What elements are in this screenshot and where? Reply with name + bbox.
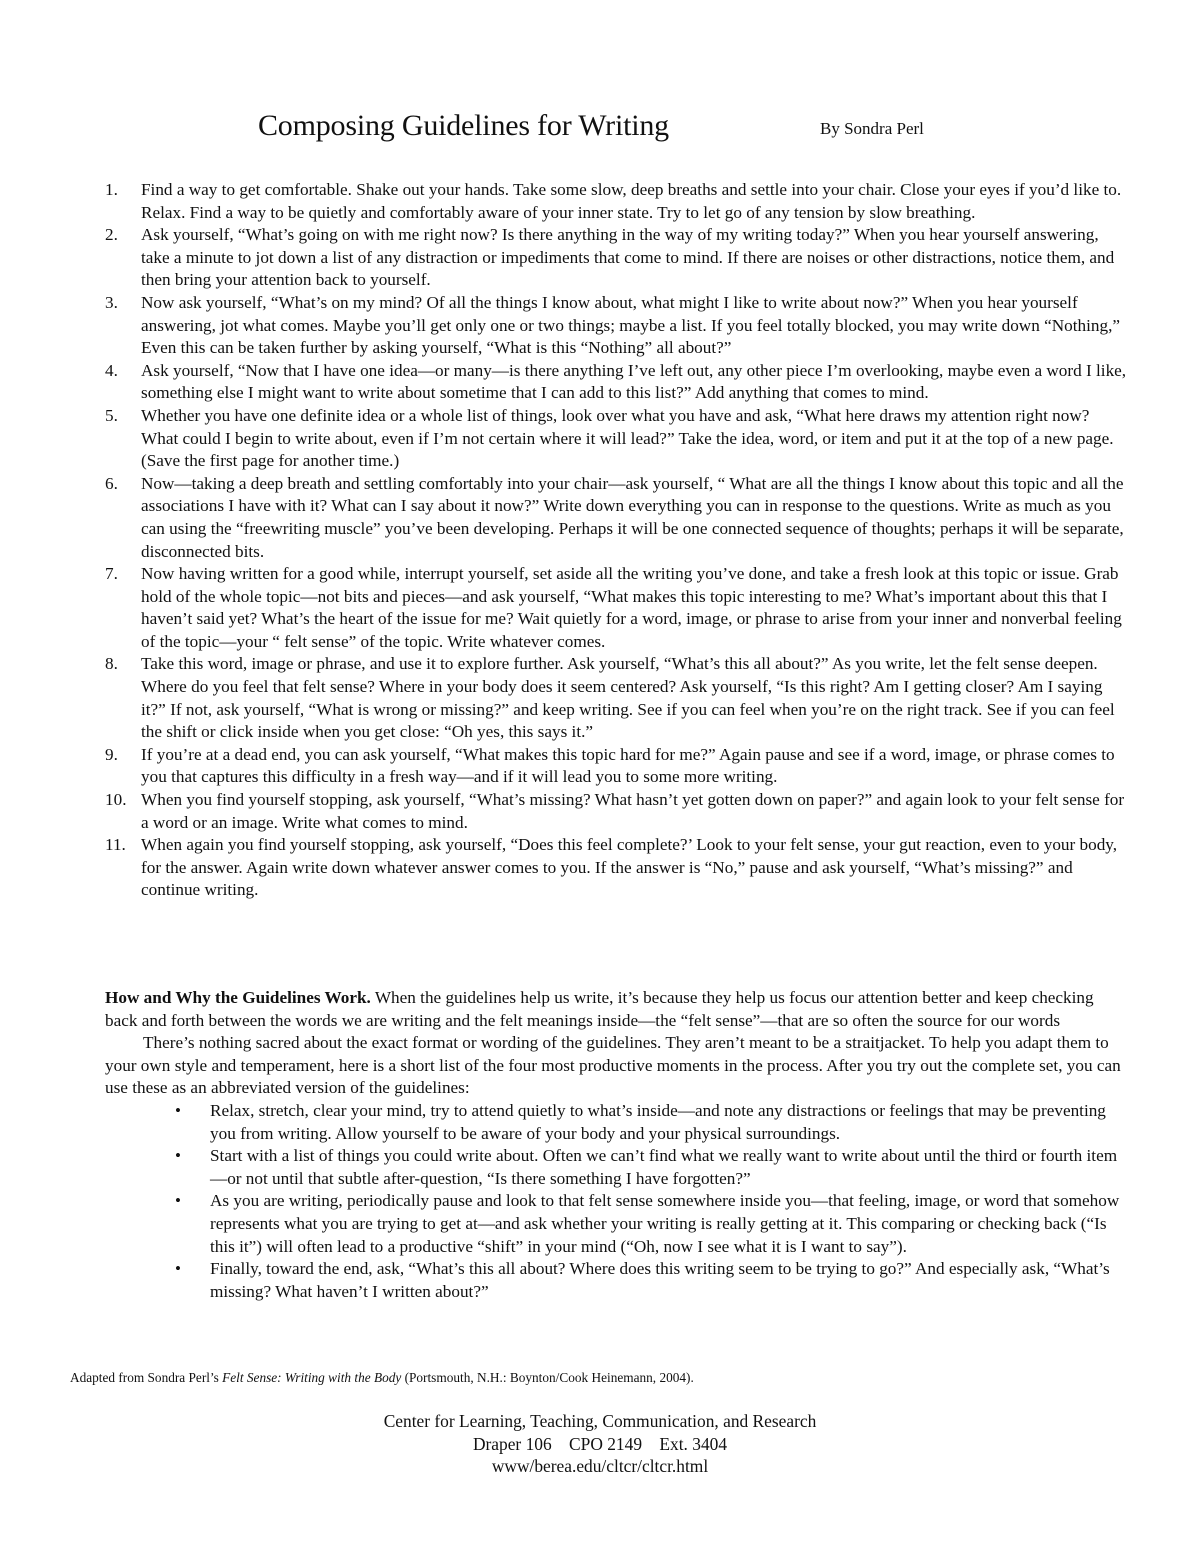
- list-item: [105, 653, 1130, 743]
- bullet-text: Finally, toward the end, ask, “What’s this all about? Where does this writing seem to be trying to go?” And especially ask, “What’s missing? What haven’t I written about?”: [210, 1259, 1110, 1301]
- item-number: 4.: [105, 360, 118, 380]
- footer-center-name: Center for Learning, Teaching, Communication, and Research: [383, 1411, 817, 1431]
- list-item: [105, 360, 1130, 405]
- bullet-text: As you are writing, periodically pause and look to that felt sense somewhere inside you—that feeling, image, or word that somehow represents what you are trying to get at—and ask whether your writing is really getting at it. This comparing or checking back (“Is this it”) will often lead to a productive “shift” in your mind (“Oh, now I see what it is I want to say”).: [210, 1191, 1120, 1256]
- item-number: 7.: [105, 564, 118, 584]
- item-text: Ask yourself, “Now that I have one idea—or many—is there anything I’ve left out, any other piece I’m overlooking, maybe even a word I like, something else I might want to write about sometime that I can add to this list?” Add anything that comes to mind.: [141, 360, 1127, 403]
- item-text: Now having written for a good while, interrupt yourself, set aside all the writing you’ve done, and take a fresh look at this topic or issue. Grab hold of the whole topic—not bits and pieces—and ask yourself, “What makes this topic interesting to me? What’s important about this that I haven’t said yet? What’s the heart of the issue for me? Wait quietly for a word, image, or phrase to arise from your inner and nonverbal feeling of the topic—your “ felt sense” of the topic. Write whatever comes.: [141, 564, 1122, 651]
- item-text: When you find yourself stopping, ask yourself, “What’s missing? What hasn’t yet gotten down on paper?” and again look to your felt sense for a word or an image. Write what comes to mind.: [141, 790, 1125, 832]
- citation-book-title: Felt Sense: Writing with the Body: [222, 1370, 402, 1385]
- item-text: Ask yourself, “What’s going on with me right now? Is there anything in the way of my writing today?” When you hear yourself answering, take a minute to jot down a list of any distraction or impediments that come to mind. If there are noises or other distractions, notice them, and then bring your attention back to yourself.: [141, 225, 1115, 290]
- item-number: 6.: [105, 473, 118, 493]
- item-number: 8.: [105, 654, 118, 674]
- footer: [0, 1410, 1200, 1478]
- bullet-text: Relax, stretch, clear your mind, try to attend quietly to what’s inside—and note any distractions or feelings that may be preventing you from writing. Allow yourself to be aware of your body and your physical surroundings.: [210, 1100, 1106, 1143]
- list-item: [105, 834, 1130, 902]
- item-text: Now ask yourself, “What’s on my mind? Of all the things I know about, what might I like to write about now?” When you hear yourself answering, jot what comes. Maybe you’ll get only one or two things; maybe a list. If you feel totally blocked, you may write down “Nothing,” Even this can be taken further by asking yourself, “What is this “Nothing” all about?”: [141, 292, 1120, 358]
- source-citation: [70, 1369, 1130, 1387]
- list-item: [105, 473, 1130, 563]
- bullet-item: [105, 1100, 1130, 1145]
- footer-contact: Draper 106 CPO 2149 Ext. 3404: [472, 1433, 728, 1454]
- citation-prefix: Adapted from Sondra Perl’s: [70, 1370, 223, 1385]
- list-item: [105, 179, 1130, 224]
- title-row: [258, 108, 1058, 148]
- list-item: [105, 405, 1130, 473]
- how-paragraph: [105, 987, 1130, 1032]
- bullet-icon: •: [175, 1146, 181, 1166]
- list-item: [105, 224, 1130, 292]
- item-number: 1.: [105, 180, 118, 199]
- list-item: [105, 789, 1130, 834]
- list-item: [105, 563, 1130, 653]
- bullet-icon: •: [175, 1191, 181, 1211]
- list-item: [105, 744, 1130, 789]
- item-text: When again you find yourself stopping, ask yourself, “Does this feel complete?’ Look to your felt sense, your gut reaction, even to your body, for the answer. Again write down whatever answer comes to you. If the answer is “No,” pause and ask yourself, “What’s missing?” and continue writing.: [141, 835, 1118, 900]
- bullet-icon: •: [175, 1259, 181, 1279]
- how-paragraph-2: There’s nothing sacred about the exact format or wording of the guidelines. They aren’t meant to be a straitjacket. To help you adapt them to your own style and temperament, here is a short list of the four most productive moments in the process. After you try out the complete set, you can use these as an abbreviated version of the guidelines:: [105, 1033, 1121, 1098]
- author-byline: By Sondra Perl: [820, 119, 924, 138]
- item-text: If you’re at a dead end, you can ask yourself, “What makes this topic hard for me?” Again pause and see if a word, image, or phrase comes to you that captures this difficulty in a fresh way—and if it will lead you to some more writing.: [141, 744, 1115, 787]
- item-text: Whether you have one definite idea or a whole list of things, look over what you have and ask, “What here draws my attention right now? What could I begin to write about, even if I’m not certain where it will lead?” Take the idea, word, or item and put it at the top of a new page. (Save the first page for another time.): [141, 405, 1114, 471]
- list-item: [105, 292, 1130, 360]
- citation-suffix: (Portsmouth, N.H.: Boynton/Cook Heinemann, 2004).: [401, 1370, 694, 1385]
- item-number: 3.: [105, 292, 118, 312]
- bullet-icon: •: [175, 1100, 181, 1120]
- item-number: 2.: [105, 225, 118, 245]
- page-title: Composing Guidelines for Writing: [258, 109, 669, 142]
- bullet-item: [105, 1258, 1130, 1303]
- bullet-item: [105, 1145, 1130, 1190]
- bullet-text: Start with a list of things you could write about. Often we can’t find what we really want to write about until the third or fourth item—or not until that subtle after-question, “Is there something I have forgotten?”: [210, 1146, 1118, 1188]
- bullet-item: [105, 1190, 1130, 1258]
- guidelines-list: [105, 179, 1130, 902]
- item-number: 11.: [105, 835, 126, 855]
- item-text: Take this word, image or phrase, and use it to explore further. Ask yourself, “What’s this all about?” As you write, let the felt sense deepen. Where do you feel that felt sense? Where in your body does it seem centered? Ask yourself, “Is this right? Am I getting closer? Am I saying it?” If not, ask yourself, “What is wrong or missing?” and keep writing. See if you can feel when you’re on the right track. See if you can feel the shift or click inside when you get close: “Oh yes, this says it.”: [141, 654, 1115, 742]
- abbreviated-guidelines-list: [105, 1100, 1130, 1303]
- item-number: 5.: [105, 405, 118, 425]
- item-text: Find a way to get comfortable. Shake out your hands. Take some slow, deep breaths and settle into your chair. Close your eyes if you’d like to. Relax. Find a way to be quietly and comfortably aware of your inner state. Try to let go of any tension by slow breathing.: [141, 180, 1122, 222]
- item-text: Now—taking a deep breath and settling comfortably into your chair—ask yourself, “ What are all the things I know about this topic and all the associations I have with it? What can I say about it now?” Write down everything you can in response to the questions. Write as much as you can using the “freewriting muscle” you’ve been developing. Perhaps it will be one connected sequence of thoughts; perhaps it will be separate, disconnected bits.: [141, 473, 1124, 561]
- how-and-why-section: [105, 987, 1130, 1303]
- section-heading: How and Why the Guidelines Work.: [105, 988, 371, 1007]
- how-paragraph-text: When the guidelines help us write, it’s because they help us focus our attention better and keep checking back and forth between the words we are writing and the felt meanings inside—the “felt sense”—that are so often the source for our words: [105, 988, 1094, 1030]
- item-number: 9.: [105, 744, 118, 764]
- footer-url: www/berea.edu/cltcr/cltcr.html: [491, 1456, 709, 1477]
- item-number: 10.: [105, 790, 127, 810]
